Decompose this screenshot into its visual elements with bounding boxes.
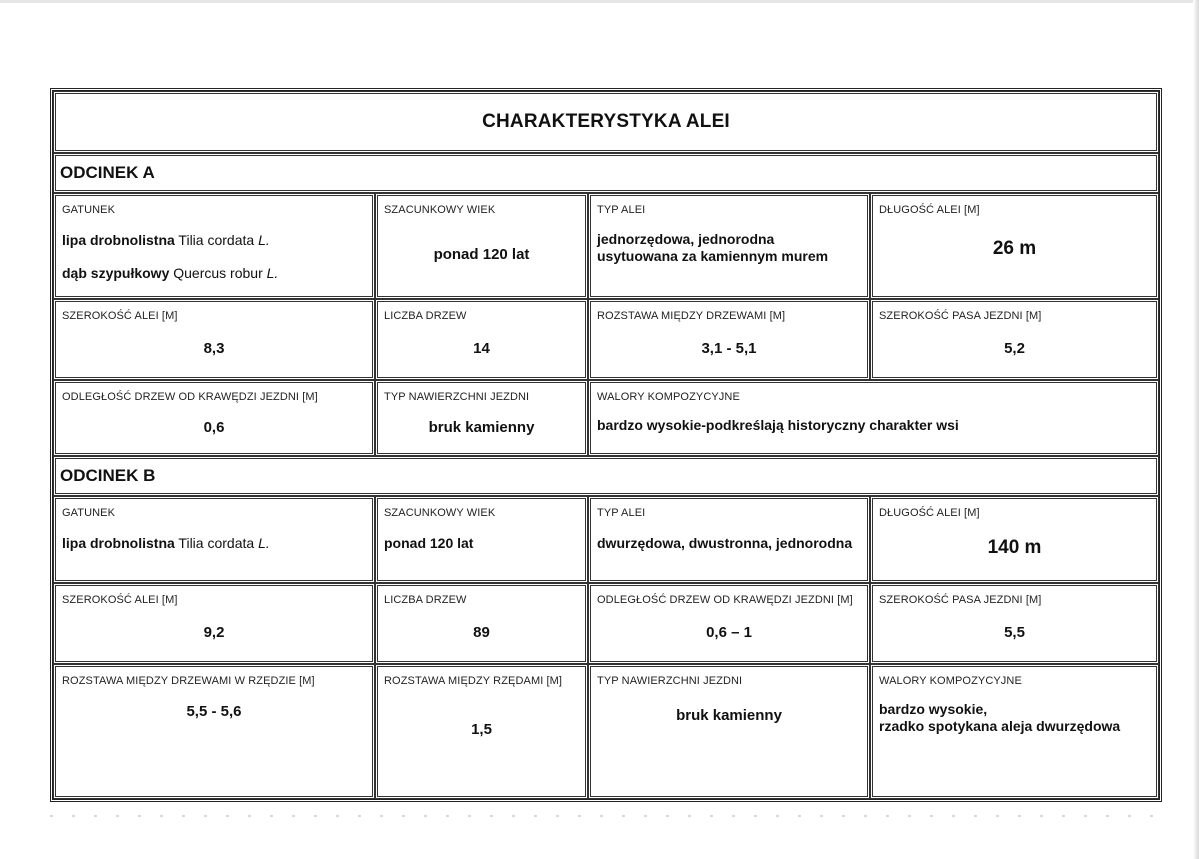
b-rozstawa-rzad-label: ROZSTAWA MIĘDZY DRZEWAMI W RZĘDZIE [M] <box>62 675 315 687</box>
a-typ-value-2: usytuowana za kamiennym murem <box>597 248 829 264</box>
a-pas-cell <box>870 299 1159 380</box>
b-species-1-latin: Tilia cordata <box>178 535 255 551</box>
a-odleglosc-value: 0,6 <box>203 419 225 436</box>
b-walory-cell <box>870 664 1159 799</box>
section-a-row-1 <box>53 193 1159 299</box>
section-b-row-3 <box>53 664 1159 799</box>
a-species-2 <box>62 265 366 282</box>
a-rozstawa-label: ROZSTAWA MIĘDZY DRZEWAMI [M] <box>597 310 786 322</box>
b-nawierzchnia-label: TYP NAWIERZCHNI JEZDNI <box>597 675 743 687</box>
b-pas-cell <box>870 583 1159 664</box>
b-liczba-value: 89 <box>473 624 490 641</box>
a-species-1-polish: lipa drobnolistna <box>62 232 175 248</box>
b-liczba-label: LICZBA DRZEW <box>384 594 467 606</box>
b-rozstawa-rzedy-label: ROZSTAWA MIĘDZY RZĘDAMI [M] <box>384 675 563 687</box>
a-species-2-author: L. <box>266 265 279 281</box>
section-a-heading-row <box>53 153 1159 193</box>
a-typ-cell <box>588 193 870 299</box>
scan-edge-right <box>1193 0 1199 859</box>
alley-characteristics-table <box>50 88 1162 802</box>
b-species-1-author: L. <box>258 535 270 551</box>
a-nawierzchnia-value: bruk kamienny <box>428 419 535 436</box>
a-nawierzchnia-cell <box>375 380 588 456</box>
b-rozstawa-rzad-value: 5,5 - 5,6 <box>186 703 242 720</box>
b-typ-value: dwurzędowa, dwustronna, jednorodna <box>597 535 853 551</box>
b-odleglosc-value: 0,6 – 1 <box>706 624 752 641</box>
b-typ-cell <box>588 496 870 583</box>
b-nawierzchnia-cell <box>588 664 870 799</box>
a-pas-value: 5,2 <box>1004 340 1025 357</box>
a-liczba-value: 14 <box>473 340 490 357</box>
b-odleglosc-cell <box>588 583 870 664</box>
a-species-1 <box>62 232 366 249</box>
a-rozstawa-cell <box>588 299 870 380</box>
a-species-1-latin: Tilia cordata <box>178 232 255 248</box>
section-b-row-1 <box>53 496 1159 583</box>
a-szerokosc-cell <box>53 299 375 380</box>
a-liczba-cell <box>375 299 588 380</box>
a-species-2-latin: Quercus robur <box>173 265 263 281</box>
a-walory-label: WALORY KOMPOZYCYJNE <box>597 391 740 403</box>
b-walory-label: WALORY KOMPOZYCYJNE <box>879 675 1022 687</box>
a-odleglosc-cell <box>53 380 375 456</box>
a-odleglosc-label: ODLEGŁOŚĆ DRZEW OD KRAWĘDZI JEZDNI [M] <box>62 391 318 403</box>
b-odleglosc-label: ODLEGŁOŚĆ DRZEW OD KRAWĘDZI JEZDNI [M] <box>597 594 853 606</box>
b-szerokosc-cell <box>53 583 375 664</box>
b-typ-label: TYP ALEI <box>597 507 646 519</box>
section-a-heading-cell <box>53 153 1159 193</box>
a-wiek-cell <box>375 193 588 299</box>
section-a-heading: ODCINEK A <box>60 163 155 182</box>
scan-dust-line <box>50 815 1162 817</box>
a-typ-label: TYP ALEI <box>597 204 646 216</box>
a-gatunek-label: GATUNEK <box>62 204 116 216</box>
a-rozstawa-value: 3,1 - 5,1 <box>701 340 757 357</box>
b-species-1-polish: lipa drobnolistna <box>62 535 175 551</box>
a-gatunek-cell <box>53 193 375 299</box>
a-species-1-author: L. <box>258 232 270 248</box>
b-liczba-cell <box>375 583 588 664</box>
a-szerokosc-value: 8,3 <box>203 340 225 357</box>
b-nawierzchnia-value: bruk kamienny <box>676 707 782 724</box>
b-gatunek-label: GATUNEK <box>62 507 116 519</box>
b-wiek-label: SZACUNKOWY WIEK <box>384 507 496 519</box>
b-dlugosc-value: 140 m <box>987 537 1042 558</box>
a-dlugosc-value: 26 m <box>992 238 1037 259</box>
section-a-row-3 <box>53 380 1159 456</box>
a-wiek-label: SZACUNKOWY WIEK <box>384 204 496 216</box>
b-pas-label: SZEROKOŚĆ PASA JEZDNI [M] <box>879 594 1042 606</box>
a-walory-cell <box>588 380 1159 456</box>
a-species-2-polish: dąb szypułkowy <box>62 265 170 281</box>
b-species-1 <box>62 535 366 552</box>
page-title: CHARAKTERYSTYKA ALEI <box>482 111 730 132</box>
a-dlugosc-label: DŁUGOŚĆ ALEI [M] <box>879 204 980 216</box>
b-dlugosc-label: DŁUGOŚĆ ALEI [M] <box>879 507 980 519</box>
b-walory-value-1: bardzo wysokie, <box>879 701 988 717</box>
b-szerokosc-label: SZEROKOŚĆ ALEI [M] <box>62 594 178 606</box>
a-typ-value-1: jednorzędowa, jednorodna <box>597 231 775 247</box>
title-row <box>53 91 1159 153</box>
b-walory-value-2: rzadko spotykana aleja dwurzędowa <box>879 718 1121 734</box>
section-b-heading: ODCINEK B <box>60 466 156 485</box>
b-rozstawa-rzedy-value: 1,5 <box>471 721 492 738</box>
a-nawierzchnia-label: TYP NAWIERZCHNI JEZDNI <box>384 391 530 403</box>
section-b-heading-cell <box>53 456 1159 496</box>
a-walory-value: bardzo wysokie-podkreślają historyczny charakter wsi <box>597 417 959 433</box>
section-b-heading-row <box>53 456 1159 496</box>
b-pas-value: 5,5 <box>1004 624 1025 641</box>
title-cell <box>53 91 1159 153</box>
a-szerokosc-label: SZEROKOŚĆ ALEI [M] <box>62 310 178 322</box>
a-dlugosc-cell <box>870 193 1159 299</box>
a-liczba-label: LICZBA DRZEW <box>384 310 467 322</box>
section-b-row-2 <box>53 583 1159 664</box>
b-rozstawa-rzedy-cell <box>375 664 588 799</box>
b-wiek-cell <box>375 496 588 583</box>
b-dlugosc-cell <box>870 496 1159 583</box>
b-szerokosc-value: 9,2 <box>203 624 225 641</box>
b-gatunek-cell <box>53 496 375 583</box>
a-pas-label: SZEROKOŚĆ PASA JEZDNI [M] <box>879 310 1042 322</box>
b-wiek-value: ponad 120 lat <box>384 535 474 551</box>
a-wiek-value: ponad 120 lat <box>433 246 530 263</box>
scan-edge-top <box>0 0 1199 3</box>
section-a-row-2 <box>53 299 1159 380</box>
b-rozstawa-rzad-cell <box>53 664 375 799</box>
